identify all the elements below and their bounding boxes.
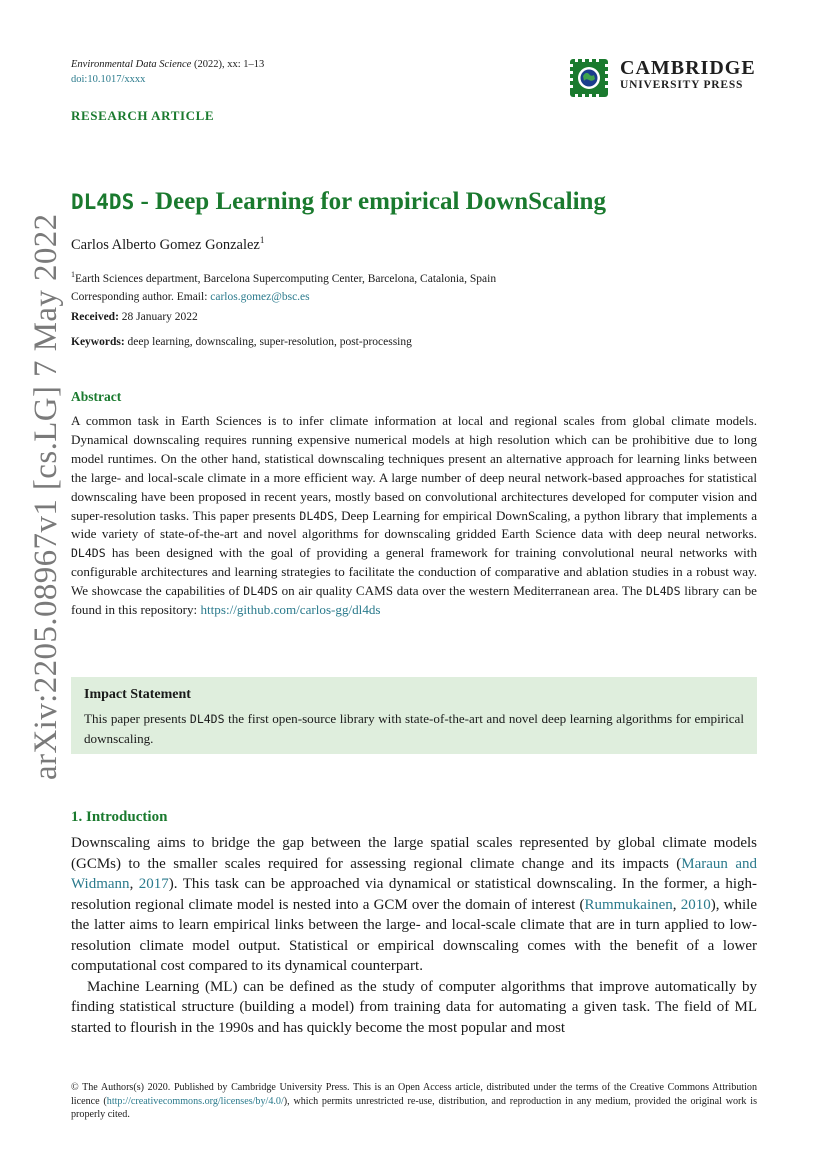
citation-link[interactable]: Maraun and Widmann [71, 855, 757, 892]
abstract-text: library can be found in this repository: [71, 583, 757, 618]
email-link[interactable]: carlos.gomez@bsc.es [210, 290, 310, 303]
package-name: DL4DS [71, 546, 106, 561]
author-affiliation-marker: 1 [259, 235, 265, 245]
article-type: RESEARCH ARTICLE [71, 108, 215, 123]
journal-citation [71, 57, 264, 87]
package-name: DL4DS [243, 584, 278, 599]
intro-text: ). This task can be approached via dynamical or statistical downscaling. In the former, a high-resolution regional climate model is nested into a GCM over the domain of interest ( [71, 876, 757, 913]
received-date: 28 January 2022 [118, 311, 198, 323]
footer-text: ), which permits unrestricted re-use, distribution, and reproduction in any medium, provided the original work is properly cited. [71, 1095, 757, 1120]
copyright-footer [71, 1081, 757, 1122]
intro-text: , [129, 876, 139, 892]
intro-text: , [672, 896, 681, 913]
paper-title [71, 188, 606, 216]
package-name: DL4DS [299, 508, 335, 523]
abstract-text: , Deep Learning for empirical DownScaling, a python library that implements a wide variety of state-of-the-art and novel algorithms for downscaling gridded Earth Science data with deep neural networks. [71, 507, 758, 542]
repository-link[interactable]: https://github.com/carlos-gg/dl4ds [200, 602, 381, 618]
keywords-line [71, 336, 412, 348]
citation-year-link[interactable]: 2017 [138, 876, 169, 892]
journal-volume: (2022), xx: 1–13 [191, 59, 265, 70]
impact-text: This paper presents [84, 711, 190, 726]
license-link[interactable]: http://creativecommons.org/licenses/by/4.0/ [106, 1095, 284, 1107]
affiliation-text: Earth Sciences department, Barcelona Supercomputing Center, Barcelona, Catalonia, Spain [75, 272, 497, 285]
abstract-body [71, 412, 757, 620]
impact-statement-text [84, 709, 744, 748]
author-line [71, 235, 264, 254]
cambridge-shield-logo-icon [567, 56, 611, 100]
intro-paragraph [71, 833, 757, 977]
package-name: DL4DS [645, 584, 681, 599]
received-line [71, 311, 198, 323]
abstract-text: on air quality CAMS data over the western Mediterranean area. The [277, 583, 646, 599]
affiliation-block [71, 266, 496, 306]
keywords-value: deep learning, downscaling, super-resolution, post-processing [124, 336, 412, 348]
affiliation-marker: 1 [71, 270, 75, 279]
corresponding-label: Corresponding author. Email: [71, 290, 211, 303]
intro-paragraph: Machine Learning (ML) can be defined as the study of computer algorithms that improve automatically by finding statistical structure (building a model) from training data for automating a given task. The field of ML started to flourish in the 1990s and has quickly become the most popular and most [71, 978, 757, 1036]
keywords-label: Keywords: [71, 336, 125, 348]
received-label: Received: [71, 311, 119, 323]
arxiv-stamp-text: arXiv:2205.08967v1 [cs.LG] 7 May 2022 [28, 213, 64, 780]
section-heading-introduction: 1. Introduction [71, 809, 168, 825]
author-name: Carlos Alberto Gomez Gonzalez [71, 236, 260, 253]
journal-name: Environmental Data Science [71, 59, 192, 70]
abstract-heading: Abstract [71, 389, 122, 404]
citation-year-link[interactable]: 2010 [680, 896, 711, 913]
publisher-name: CAMBRIDGE [620, 57, 756, 79]
abstract-text: A common task in Earth Sciences is to infer climate information at local and regional scales from global climate models. Dynamical downscaling requires running expensive numerical models at high resolution which can be prohibitive due to long model runtimes. On the other hand, statistical downscaling techniques present an alternative approach for learning links between the large- and local-scale climate in a more efficient way. A large number of deep neural network-based approaches for statistical downscaling have been proposed in recent years, mostly based on convolutional architectures developed for computer vision and super-resolution tasks. This paper presents [71, 413, 757, 523]
intro-text: ), while the latter aims to learn empirical links between the large- and local-scale climate that are in turn applied to low-resolution climate model output. Statistical or empirical downscaling comes with the benefit of a lower computational cost compared to its dynamical counterpart. [71, 896, 757, 974]
impact-text: the first open-source library with state-of-the-art and novel deep learning algorithms for empirical downscaling. [84, 711, 744, 746]
footer-text: © The Authors(s) 2020. Published by Cambridge University Press. This is an Open Access article, distributed under the terms of the Creative Commons Attribution licence ( [71, 1082, 757, 1107]
doi-link[interactable]: doi:10.1017/xxxx [71, 74, 146, 85]
title-package-name: DL4DS [71, 190, 135, 214]
impact-statement-heading: Impact Statement [84, 687, 191, 702]
citation-link[interactable]: Rummukainen [584, 896, 673, 913]
publisher-logo-text [620, 58, 756, 92]
package-name: DL4DS [189, 712, 225, 726]
publisher-subname: UNIVERSITY PRESS [620, 79, 744, 91]
title-text: - Deep Learning for empirical DownScaling [134, 188, 606, 215]
introduction-body [71, 833, 757, 1038]
intro-text: Downscaling aims to bridge the gap between the large spatial scales represented by global climate models (GCMs) to the smaller scales required for assessing regional climate change and its impacts ( [71, 835, 757, 872]
arxiv-stamp [26, 195, 66, 780]
abstract-text: has been designed with the goal of providing a general framework for training convolutional neural networks with configurable architectures and learning strategies to facilitate the conduction of comparative and ablation studies in a robust way. We showcase the capabilities of [71, 545, 757, 599]
